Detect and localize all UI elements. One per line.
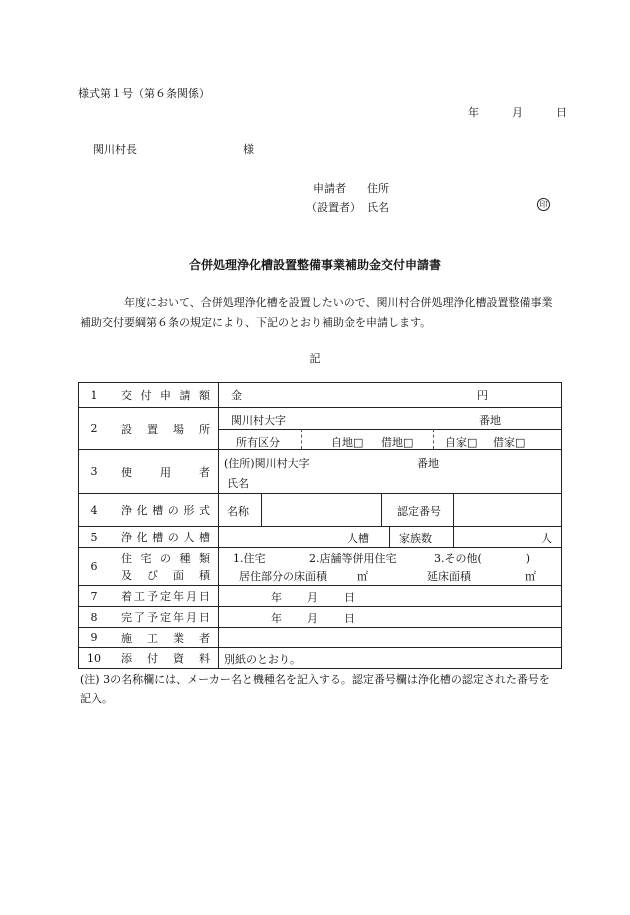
location-banchi: 番地 (479, 414, 501, 427)
user-banchi: 番地 (417, 457, 439, 470)
table-row-contractor (79, 627, 561, 647)
row-label-attachments: 添 付 資 料 (109, 648, 219, 668)
row-label-start-date: 着 工 予 定 年 月 日 (109, 586, 219, 606)
house-opt-2[interactable]: 2.店舗等併用住宅 (309, 552, 397, 565)
row-label-contractor: 施 工 業 者 (109, 628, 219, 647)
row-number: 9 (90, 631, 98, 644)
document-title: 合併処理浄化槽設置整備事業補助金交付申請書 (188, 258, 441, 272)
application-table (78, 382, 562, 669)
family-count-label: 家族数 (399, 532, 432, 545)
opt-rent-land[interactable]: 借地□ (381, 436, 414, 449)
row-label-amount: 交 付 申 請 額 (109, 383, 219, 407)
seal-mark: 印 (537, 198, 550, 211)
opt-own-house[interactable]: 自家□ (445, 436, 478, 449)
row-number: 1 (90, 388, 98, 402)
table-row-start-date: 7 着 工 予 定 年 月 日 年 月 日 (79, 585, 561, 606)
applicant-name-label: 氏名 (367, 201, 389, 214)
total-area-unit: ㎡ (525, 570, 536, 583)
row-number: 8 (90, 610, 98, 624)
user-name-label: 氏名 (227, 477, 249, 490)
row-label-house: 住 宅 の 種 類 及 び 面 積 (109, 548, 219, 585)
table-row-attachments (79, 647, 561, 668)
row-number: 3 (90, 465, 98, 478)
row-label-capacity: 浄 化 槽 の 人 槽 (109, 527, 219, 547)
model-name-label: 名称 (227, 505, 249, 518)
table-row-location (79, 407, 561, 449)
ki-heading: 記 (309, 352, 321, 365)
total-area-label: 延床面積 (427, 570, 471, 583)
body-paragraph: 年度において、合併処理浄化槽を設置したいので、関川村合併処理浄化槽設置整備事業補助交付要綱第６条の規定により、下記のとおり補助金を申請します。 (80, 296, 553, 329)
table-row-capacity (79, 526, 561, 547)
addressee-name: 関川村長 (93, 143, 137, 156)
attachments-value: 別紙のとおり。 (224, 653, 301, 666)
ownership-label: 所有区分 (236, 436, 280, 449)
floor-area-label: 居住部分の床面積 (239, 570, 327, 583)
installer-role: （設置者） (306, 201, 361, 214)
row-label-type: 浄 化 槽 の 形 式 (109, 494, 219, 526)
amount-field[interactable]: 金 円 (231, 389, 488, 402)
form-number: 様式第１号（第６条関係） (78, 87, 210, 100)
row-number: 10 (87, 651, 101, 665)
date-day: 日 (556, 106, 567, 119)
opt-rent-house[interactable]: 借家□ (493, 436, 526, 449)
row-label-location: 設 置 場 所 (109, 408, 219, 449)
date-month: 月 (512, 106, 523, 119)
date-line (468, 104, 567, 120)
table-row-type (79, 493, 561, 526)
row-number: 7 (90, 589, 98, 603)
table-row-user (79, 449, 561, 493)
house-opt-1[interactable]: 1.住宅 (233, 552, 266, 565)
table-row-amount (79, 383, 561, 407)
cert-number-label: 認定番号 (397, 505, 441, 518)
applicant-role: 申請者 (313, 182, 346, 195)
row-number: 2 (90, 422, 98, 435)
addressee-honorific: 様 (243, 143, 254, 156)
row-label-user: 使 用 者 (109, 450, 219, 493)
table-row-end-date: 8 完 了 予 定 年 月 日 年 月 日 (79, 606, 561, 627)
person-unit: 人 (541, 532, 552, 545)
footnote: (注) 3の名称欄には、メーカー名と機種名を記入する。認定番号欄は浄化槽の認定された番号を記入。 (80, 673, 550, 705)
date-year: 年 (468, 106, 479, 119)
location-place: 関川村大字 (231, 414, 286, 427)
applicant-address-label: 住所 (367, 182, 389, 195)
row-number: 6 (90, 560, 98, 573)
row-number: 5 (90, 530, 98, 544)
table-row-house (79, 547, 561, 585)
user-address: (住所)関川村大字 (224, 457, 310, 470)
house-opt-3[interactable]: 3.その他( ) (434, 552, 531, 565)
floor-area-unit: ㎡ (357, 570, 368, 583)
opt-own-land[interactable]: 自地□ (331, 436, 364, 449)
capacity-unit: 人槽 (347, 532, 369, 545)
row-label-end-date: 完 了 予 定 年 月 日 (109, 607, 219, 627)
row-number: 4 (90, 503, 98, 517)
